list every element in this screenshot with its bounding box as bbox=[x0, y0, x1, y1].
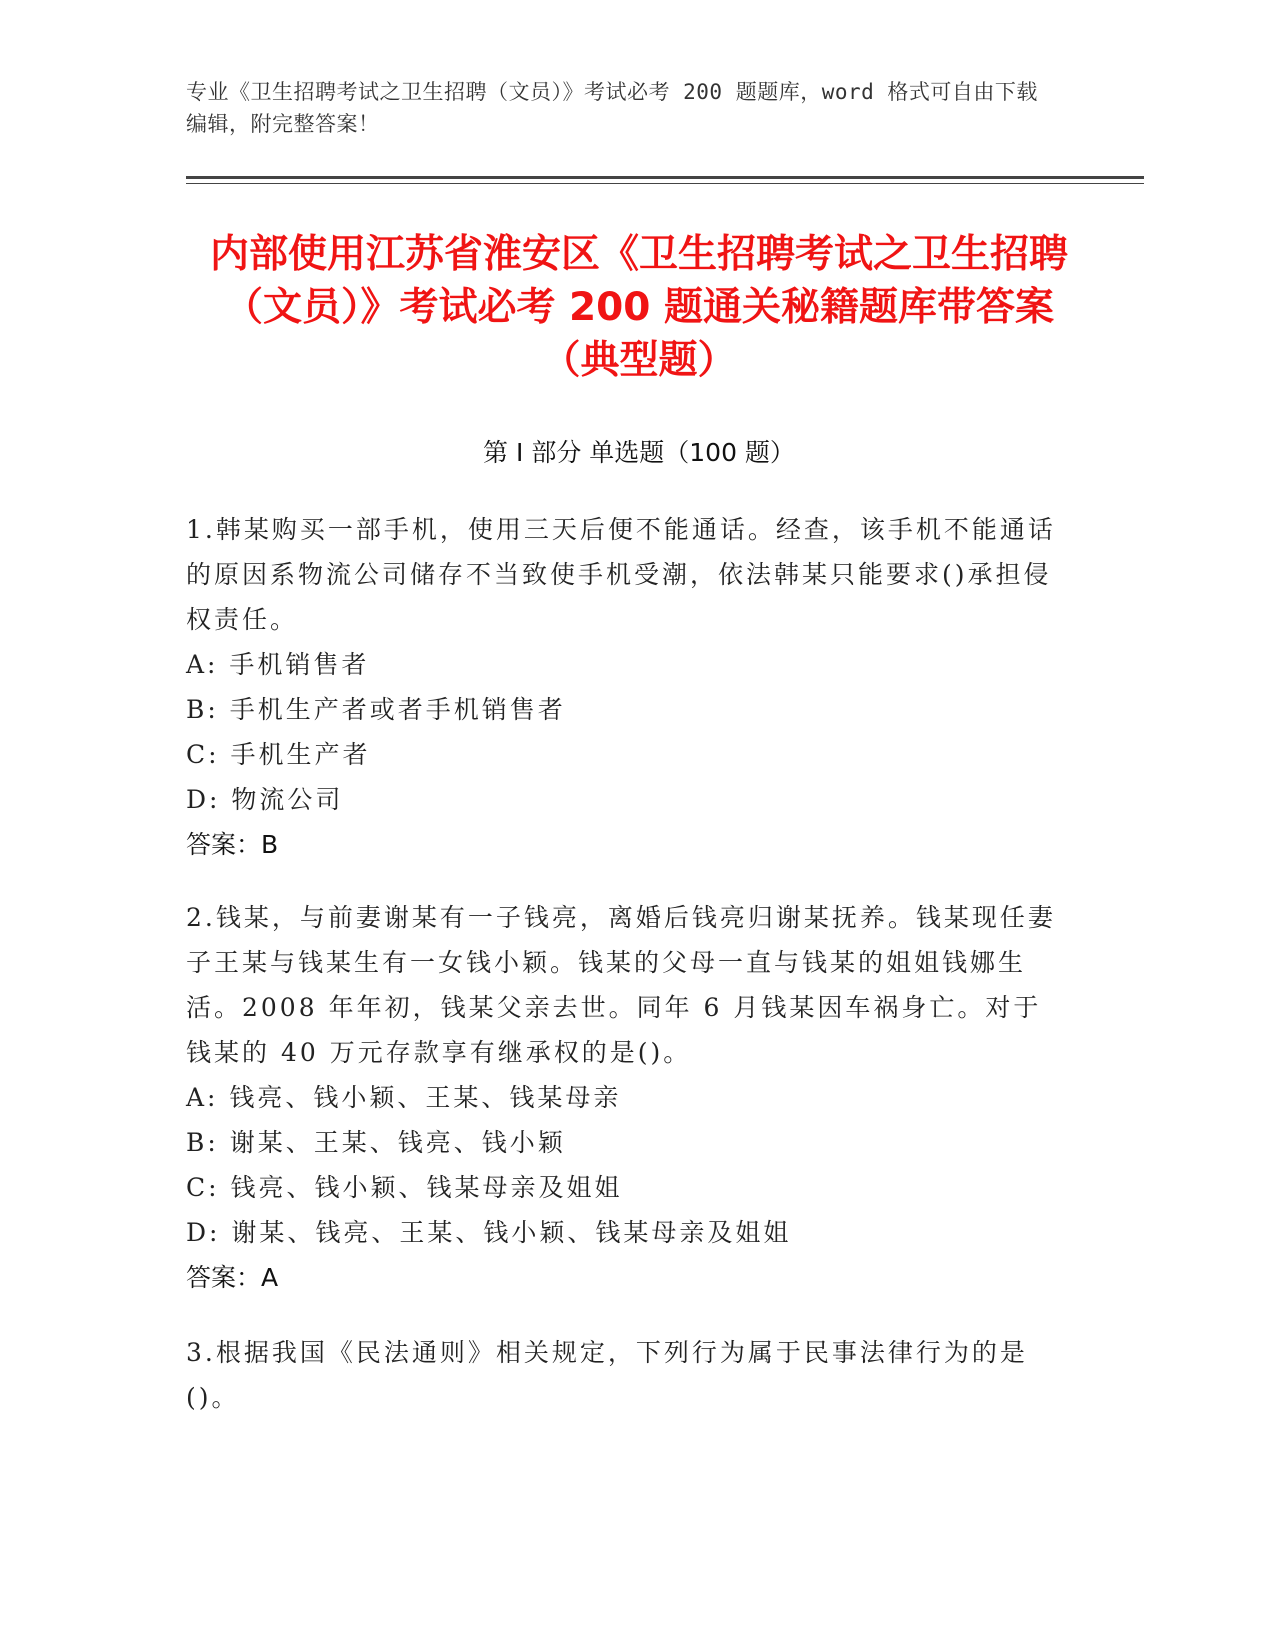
header-divider-thin bbox=[186, 183, 1144, 184]
section-heading: 第 I 部分 单选题（100 题） bbox=[483, 438, 795, 467]
option-c: C: 钱亮、钱小颖、钱某母亲及姐姐 bbox=[186, 1173, 623, 1202]
answer-label: 答案： bbox=[186, 830, 262, 859]
question-3 bbox=[186, 1330, 1066, 1420]
header-divider-thick bbox=[186, 176, 1144, 179]
option-d: D: 谢某、钱亮、王某、钱小颖、钱某母亲及姐姐 bbox=[186, 1218, 792, 1247]
answer-label: 答案： bbox=[186, 1263, 262, 1292]
document-title: 内部使用江苏省淮安区《卫生招聘考试之卫生招聘（文员）》考试必考 200 题通关秘籍题库带答案（典型题） bbox=[209, 232, 1068, 383]
option-b: B: 谢某、王某、钱亮、钱小颖 bbox=[186, 1128, 566, 1157]
question-stem: 1.韩某购买一部手机，使用三天后便不能通话。经查，该手机不能通话的原因系物流公司储存不当致使手机受潮，依法韩某只能要求()承担侵权责任。 bbox=[186, 515, 1056, 634]
answer-value: B bbox=[261, 830, 279, 859]
header-note: 专业《卫生招聘考试之卫生招聘（文员）》考试必考 200 题题库，word 格式可自由下载编辑，附完整答案！ bbox=[186, 80, 1038, 136]
option-c: C: 手机生产者 bbox=[186, 740, 371, 769]
question-2 bbox=[186, 895, 1066, 1300]
answer-line bbox=[186, 822, 1066, 867]
option-d: D: 物流公司 bbox=[186, 785, 344, 814]
option-a: A: 手机销售者 bbox=[186, 650, 370, 679]
question-stem: 2.钱某，与前妻谢某有一子钱亮，离婚后钱亮归谢某抚养。钱某现任妻子王某与钱某生有一女钱小颖。钱某的父母一直与钱某的姐姐钱娜生活。2008 年年初，钱某父亲去世。同年 6 月钱某因车祸身亡。对于钱某的 40 万元存款享有继承权的是()。 bbox=[186, 903, 1056, 1067]
answer-value: A bbox=[261, 1263, 279, 1292]
question-1 bbox=[186, 507, 1066, 867]
answer-line bbox=[186, 1255, 1066, 1300]
option-a: A: 钱亮、钱小颖、王某、钱某母亲 bbox=[186, 1083, 622, 1112]
question-stem: 3.根据我国《民法通则》相关规定，下列行为属于民事法律行为的是()。 bbox=[186, 1338, 1028, 1412]
option-b: B: 手机生产者或者手机销售者 bbox=[186, 695, 566, 724]
